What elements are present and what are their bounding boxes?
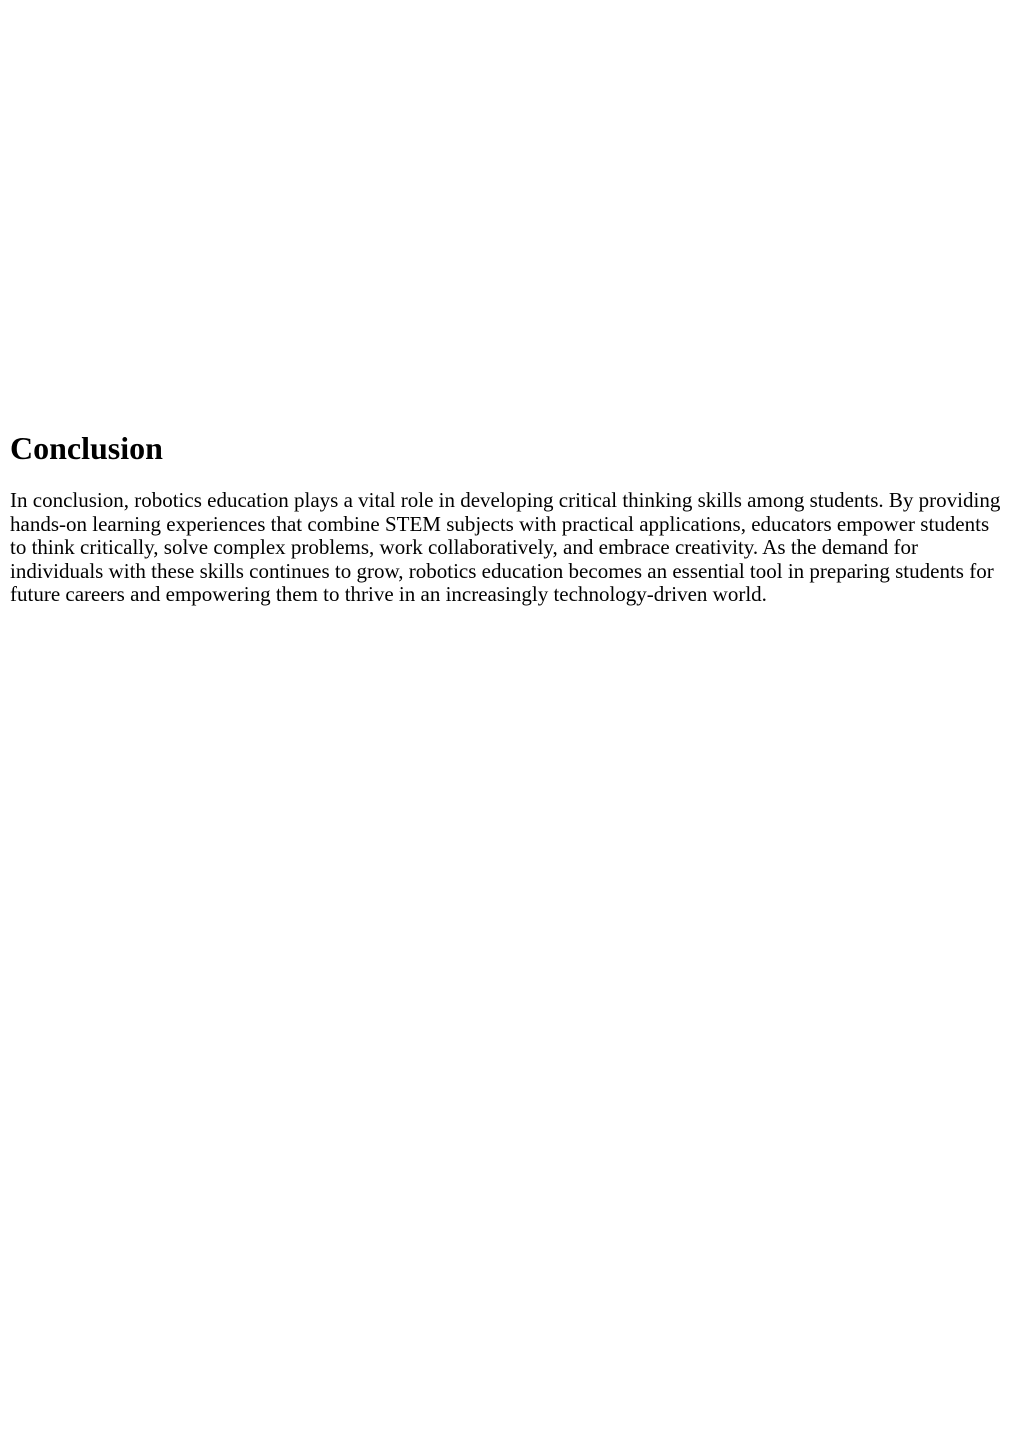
section-heading: Conclusion: [10, 430, 163, 466]
document-section: [10, 428, 1010, 607]
conclusion-paragraph: In conclusion, robotics education plays a vital role in developing critical thinking skills among students. By providing hands-on learning experiences that combine STEM subjects with practical applications, educators empower students to think critically, solve complex problems, work collaboratively, and embrace creativity. As the demand for individuals with these skills continues to grow, robotics education becomes an essential tool in preparing students for future careers and empowering them to thrive in an increasingly technology-driven world.: [10, 488, 1001, 606]
